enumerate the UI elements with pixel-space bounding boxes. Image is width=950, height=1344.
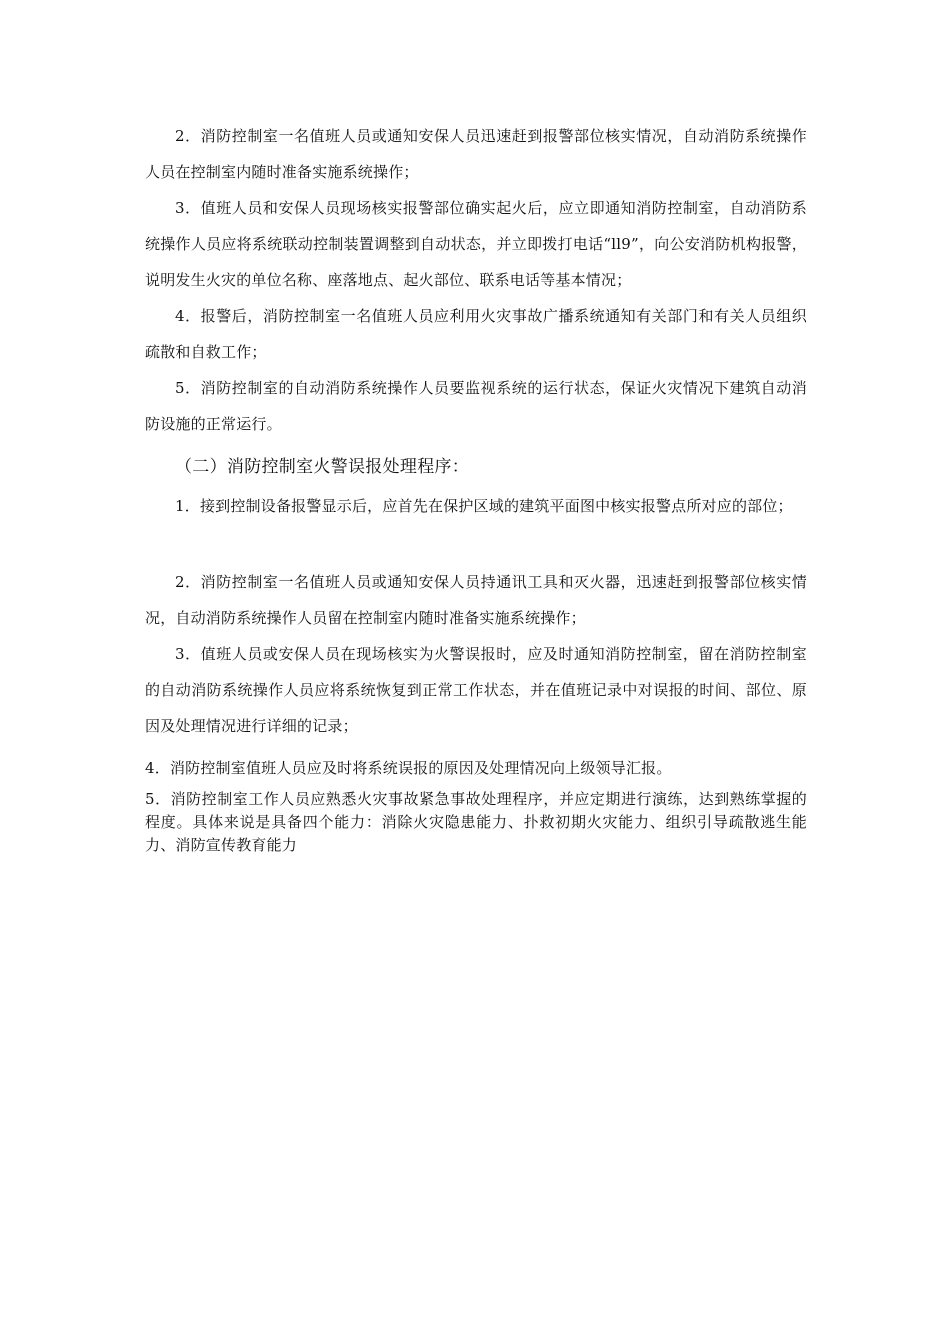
paragraph-2-3: 3．值班人员或安保人员在现场核实为火警误报时，应及时通知消防控制室，留在消防控制室的自动消防系统操作人员应将系统恢复到正常工作状态，并在值班记录中对误报的时间、部位、原因及处理情况进行详细的记录； (145, 645, 807, 735)
paragraph-3-5: 5．消防控制室工作人员应熟悉火灾事故紧急事故处理程序，并应定期进行演练，达到熟练掌握的程度。具体来说是具备四个能力：消除火灾隐患能力、扑救初期火灾能力、组织引导疏散逃生能力、消防宣传教育能力 (145, 790, 807, 854)
paragraph-2-2: 2．消防控制室一名值班人员或通知安保人员持通讯工具和灭火器，迅速赶到报警部位核实情况，自动消防系统操作人员留在控制室内随时准备实施系统操作； (145, 573, 807, 627)
paragraph-1-5: 5．消防控制室的自动消防系统操作人员要监视系统的运行状态，保证火灾情况下建筑自动消防设施的正常运行。 (145, 379, 807, 433)
section-heading: （二）消防控制室火警误报处理程序： (175, 457, 470, 477)
paragraph-1-4: 4．报警后，消防控制室一名值班人员应利用火灾事故广播系统通知有关部门和有关人员组织疏散和自救工作； (145, 307, 807, 361)
paragraph-3-4: 4．消防控制室值班人员应及时将系统误报的原因及处理情况向上级领导汇报。 (145, 759, 672, 777)
paragraph-1-3: 3．值班人员和安保人员现场核实报警部位确实起火后，应立即通知消防控制室，自动消防系统操作人员应将系统联动控制装置调整到自动状态，并立即拨打电话“ll9”，向公安消防机构报警，说明发生火灾的单位名称、座落地点、起火部位、联系电话等基本情况； (145, 199, 807, 289)
paragraph-2-1: 1．接到控制设备报警显示后，应首先在保护区域的建筑平面图中核实报警点所对应的部位； (175, 497, 793, 515)
paragraph-1-2: 2．消防控制室一名值班人员或通知安保人员迅速赶到报警部位核实情况，自动消防系统操作人员在控制室内随时准备实施系统操作； (145, 127, 807, 181)
